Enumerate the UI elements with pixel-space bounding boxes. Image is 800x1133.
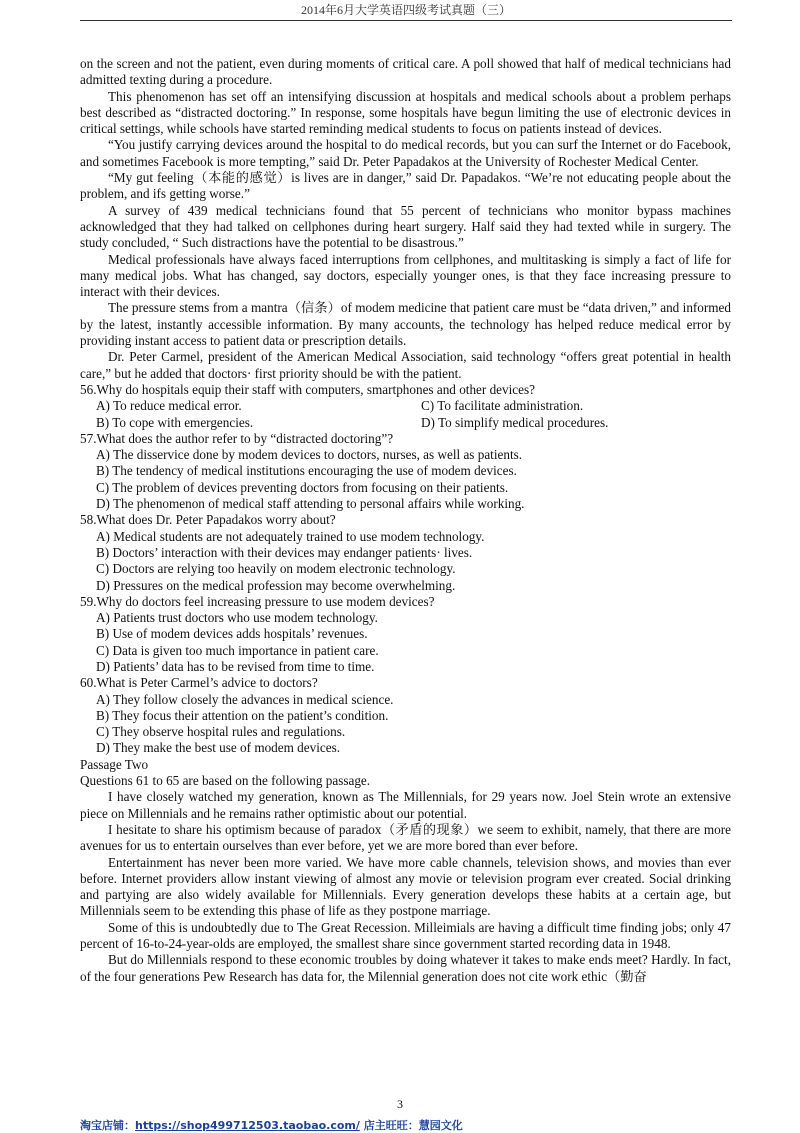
option: A) Medical students are not adequately trained to use modem technology. — [96, 528, 485, 544]
option-row — [80, 415, 731, 431]
option: D) To simplify medical procedures. — [421, 414, 609, 430]
paragraph: The pressure stems from a mantra（信条）of modem medicine that patient care must be “data driven,” and informed by the latest, instantly accessible information. By many accounts, the technology has helped reduce medical error by providing instant access to patient data or prescription details. — [80, 300, 731, 349]
paragraph: Some of this is undoubtedly due to The Great Recession. Milleimials are having a difficult time finding jobs; only 47 percent of 16-to-24-year-olds are employed, the smallest share since government started recording data in 1948. — [80, 919, 731, 952]
paragraph: “You justify carrying devices around the hospital to do medical records, but you can surf the Internet or do Facebook, and sometimes Facebook is more tempting,” said Dr. Peter Papadakos at the University of Rochester Medical Center. — [80, 137, 731, 169]
option: A) They follow closely the advances in medical science. — [96, 691, 394, 707]
option: A) The disservice done by modem devices to doctors, nurses, as well as patients. — [96, 447, 523, 463]
option: B) Use of modem devices adds hospitals’ revenues. — [96, 626, 368, 642]
option: C) Doctors are relying too heavily on modem electronic technology. — [96, 561, 456, 577]
question-stem: 57.What does the author refer to by “distracted doctoring”? — [80, 430, 394, 446]
option: D) The phenomenon of medical staff attending to personal affairs while working. — [96, 496, 525, 512]
option: B) They focus their attention on the patient’s condition. — [96, 707, 389, 723]
shop-link[interactable]: https://shop499712503.taobao.com/ — [135, 1119, 360, 1132]
question-stem: 60.What is Peter Carmel’s advice to doctors? — [80, 675, 318, 691]
paragraph: “My gut feeling（本能的感觉）is lives are in danger,” said Dr. Papadakos. “We’re not educating people about the problem, and ifs getting worse.” — [80, 170, 731, 202]
option-row — [80, 398, 731, 414]
section-title: Passage Two — [80, 756, 149, 772]
question-stem: 56.Why do hospitals equip their staff with computers, smartphones and other devices? — [80, 381, 535, 397]
paragraph: But do Millennials respond to these economic troubles by doing whatever it takes to make ends meet? Hardly. In fact, of the four generations Pew Research has data for, the Milennial generation does not cite work ethic（勤奋 — [80, 952, 731, 984]
page-header — [80, 0, 732, 21]
page-number: 3 — [397, 1097, 403, 1111]
paragraph: I have closely watched my generation, known as The Millennials, for 29 years now. Joel Stein wrote an extensive piece on Millennials and he remains rather optimistic about our potential. — [80, 789, 731, 821]
question-58 — [80, 512, 731, 593]
option: B) The tendency of medical institutions encouraging the use of modem devices. — [96, 463, 517, 479]
question-56 — [80, 382, 731, 431]
option: C) Data is given too much importance in patient care. — [96, 642, 379, 658]
paragraph: I hesitate to share his optimism because of paradox（矛盾的现象）we seem to exhibit, namely, that there are more avenues for us to entertain ourselves than ever before, yet we are more bored than ever before. — [80, 821, 731, 854]
shop-label: 淘宝店铺： — [80, 1119, 135, 1132]
option: A) Patients trust doctors who use modem technology. — [96, 610, 378, 626]
question-60 — [80, 675, 731, 756]
question-stem: 59.Why do doctors feel increasing pressure to use modem devices? — [80, 593, 435, 609]
header-title: 2014年6月大学英语四级考试真题（三） — [300, 3, 511, 17]
paragraph: Medical professionals have always faced interruptions from cellphones, and multitasking is simply a fact of life for many medical jobs. What has changed, say doctors, especially younger ones, is that they face increasing pressure to interact with their devices. — [80, 251, 731, 300]
document-body — [80, 56, 731, 985]
owner-label: 店主旺旺：慧园文化 — [363, 1119, 463, 1132]
page-footer — [80, 1117, 463, 1133]
option: C) The problem of devices preventing doctors from focusing on their patients. — [96, 479, 509, 495]
option: B) To cope with emergencies. — [96, 414, 254, 430]
question-57 — [80, 431, 731, 512]
paragraph: Dr. Peter Carmel, president of the American Medical Association, said technology “offers great potential in health care,” but he added that doctors· first priority should be with the patient. — [80, 349, 731, 381]
question-59 — [80, 594, 731, 675]
paragraph: on the screen and not the patient, even during moments of critical care. A poll showed that half of medical technicians had admitted texting during a procedure. — [80, 56, 731, 88]
option: D) Patients’ data has to be revised from time to time. — [96, 658, 375, 674]
paragraph: Entertainment has never been more varied. We have more cable channels, television shows, and movies than ever before. Internet providers allow instant viewing of almost any movie or television program ever created. Social drinking and partying are also widely available for Millennials. Every generation develops these habits at a certain age, but Millennials seem to be extending this phase of life as they postpone marriage. — [80, 854, 731, 919]
option: B) Doctors’ interaction with their devices may endanger patients· lives. — [96, 544, 473, 560]
option: D) They make the best use of modem devices. — [96, 740, 341, 756]
paragraph: A survey of 439 medical technicians found that 55 percent of technicians who monitor bypass machines acknowledged that they had talked on cellphones during heart surgery. Half said they had texted while in surgery. The study concluded, “ Such distractions have the potential to be disastrous.” — [80, 202, 731, 251]
option: C) They observe hospital rules and regulations. — [96, 724, 346, 740]
option: A) To reduce medical error. — [96, 398, 242, 414]
option: D) Pressures on the medical profession may become overwhelming. — [96, 577, 456, 593]
option: C) To facilitate administration. — [421, 398, 584, 414]
question-stem: 58.What does Dr. Peter Papadakos worry about? — [80, 512, 336, 528]
paragraph: This phenomenon has set off an intensifying discussion at hospitals and medical schools about a problem perhaps best described as “distracted doctoring.” In response, some hospitals have begun limiting the use of electronic devices in critical settings, while schools have started reminding medical students to focus on patients instead of devices. — [80, 88, 731, 137]
section-intro: Questions 61 to 65 are based on the following passage. — [80, 773, 371, 789]
